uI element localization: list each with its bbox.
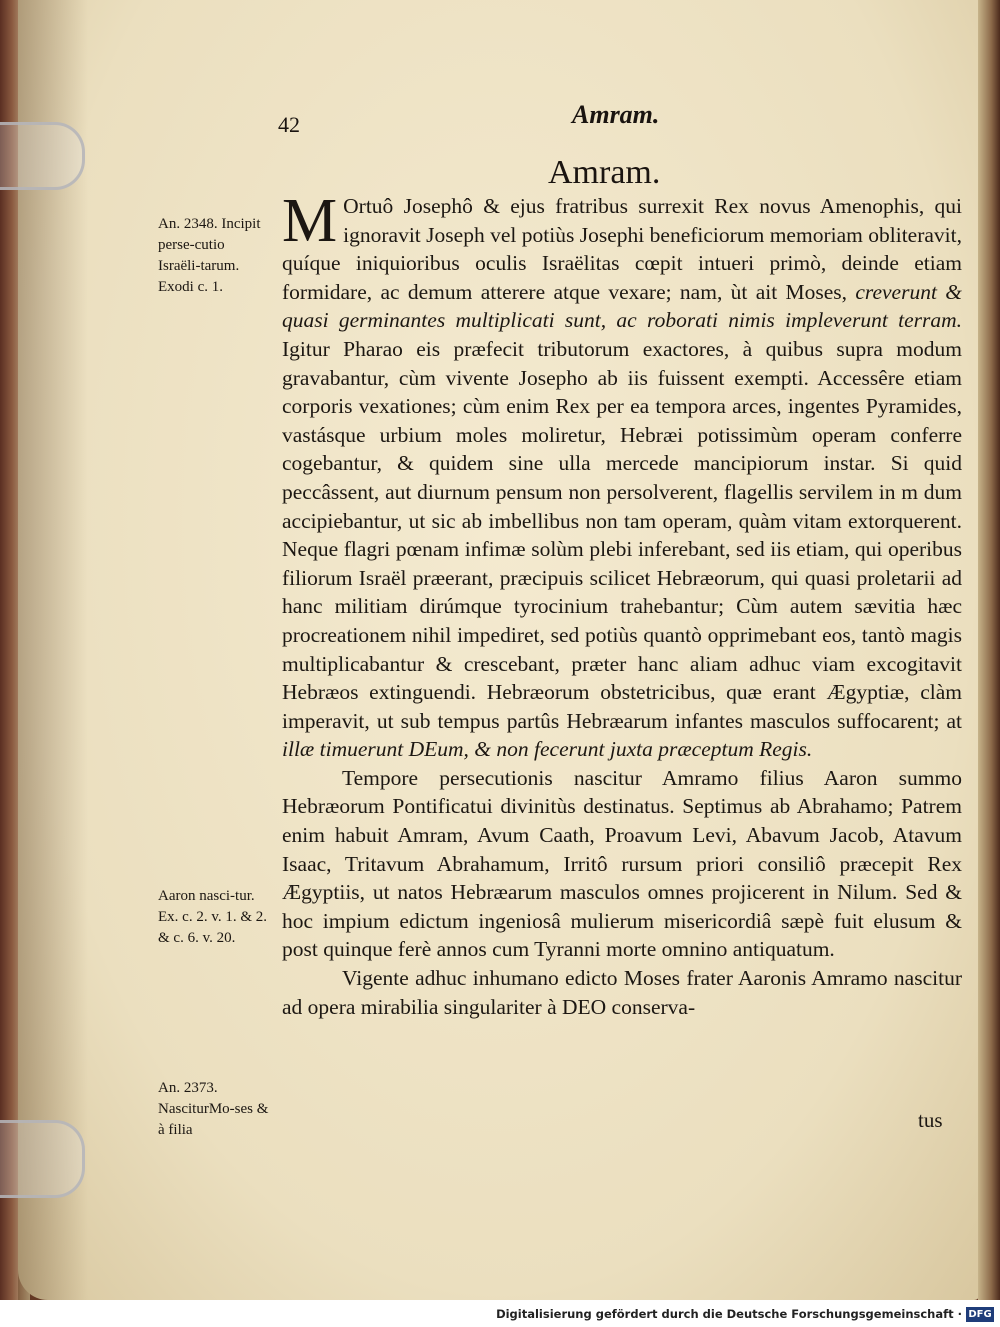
italic-quote: creverunt & quasi germinantes multiplicati sunt, ac roborati nimis impleverunt terram. <box>282 279 962 333</box>
text-span: Ortuô Josephô & ejus fratribus surrexit Rex novus Amenophis, qui ignoravit Joseph vel potiùs Josephi beneficiorum memoriam obliteravit, quíque iniquioribus oculis Israëlitas cœpit intueri primò, deinde etiam formidare, ac demum atterere atque vexare; nam, ùt ait Moses, <box>282 194 962 304</box>
paragraph: Tempore persecutionis nascitur Amramo filius Aaron summo Hebræorum Pontificatui divinitùs destinatus. Septimus ab Abrahamo; Patrem enim habuit Amram, Avum Caath, Proavum Levi, Abavum Jacob, Atavum Isaac, Tritavum Abrahamum, Irritô rursum priori consiliô præcepit Rex Ægyptiis, ut natos Hebræarum masculos omnes projicerent in Nilum. Sed & hoc impium edictum ingeniosâ mulierum misericordiâ sæpè fuit elusum & post quinque ferè annos cum Tyranni morte omnino antiquatum. <box>282 765 962 962</box>
text-span: Igitur Pharao eis præfecit tributorum exactores, à quibus supra modum gravabantur, cùm vivente Josepho ab iis fuissent exempti. Accessêre etiam corporis vexationes; cùm enim Rex per ea tempora arces, ingentes Pyramides, vastásque urbium moles moliretur, Hebræi potissimùm operam conferre cogebantur, & quidem sine ulla mercede mancipiorum instar. Si quid peccâssent, aut diurnum pensum non persolverent, flagellis servilem in m dum accipiebantur, ut sic ab imbellibus non tam operam, quàm vitam extorquerent. Neque flagri pœnam infimæ solùm plebi inferebant, sed iis etiam, qui operibus filiorum Israël præerant, præcipuis scilicet Hebræorum, qui quasi proletarii ad hanc militiam dirúmque tyrocinium trahebantur; Cùm autem sævitia hæc procreationem nihil impediret, sed potiùs quantò opprimebant eos, tantò magis multiplicabantur & crescebant, præter hanc aliam adhuc viam excogitavit Hebræos extinguendi. Hebræorum obstetricibus, quæ erant Ægyptiæ, clàm imperavit, ut sub tempus partûs Hebræarum infantes masculos suffocarent; at <box>282 336 962 733</box>
footer-bar <box>0 1300 1000 1327</box>
paragraph <box>282 187 962 764</box>
drop-cap: M <box>282 187 338 255</box>
margin-note: Aaron nasci-tur. Ex. c. 2. v. 1. & 2. & c. 6. v. 20. <box>158 888 268 946</box>
gutter-shadow <box>18 0 88 1300</box>
page-clip-icon <box>0 1120 85 1198</box>
body-text <box>282 187 962 1021</box>
running-title: Amram. <box>572 100 660 129</box>
margin-note: An. 2373. NasciturMo-ses & à filia <box>158 1080 269 1138</box>
page-stack-edge <box>978 0 1000 1300</box>
margin-note: An. 2348. Incipit perse-cutio Israëli-tarum. Exodi c. 1. <box>158 216 261 295</box>
page-number: 42 <box>278 112 300 137</box>
funding-notice: Digitalisierung gefördert durch die Deutsche Forschungsgemeinschaft · <box>496 1307 962 1321</box>
paragraph: Vigente adhuc inhumano edicto Moses frater Aaronis Amramo nascitur ad opera mirabilia singulariter à DEO conserva- <box>282 966 962 1019</box>
dfg-logo-icon: DFG <box>966 1307 994 1322</box>
chapter-heading: Amram. <box>548 154 661 191</box>
page-clip-icon <box>0 122 85 190</box>
italic-quote: illæ timuerunt DEum, & non fecerunt juxta præceptum Regis. <box>282 737 813 762</box>
catchword: tus <box>918 1108 943 1132</box>
